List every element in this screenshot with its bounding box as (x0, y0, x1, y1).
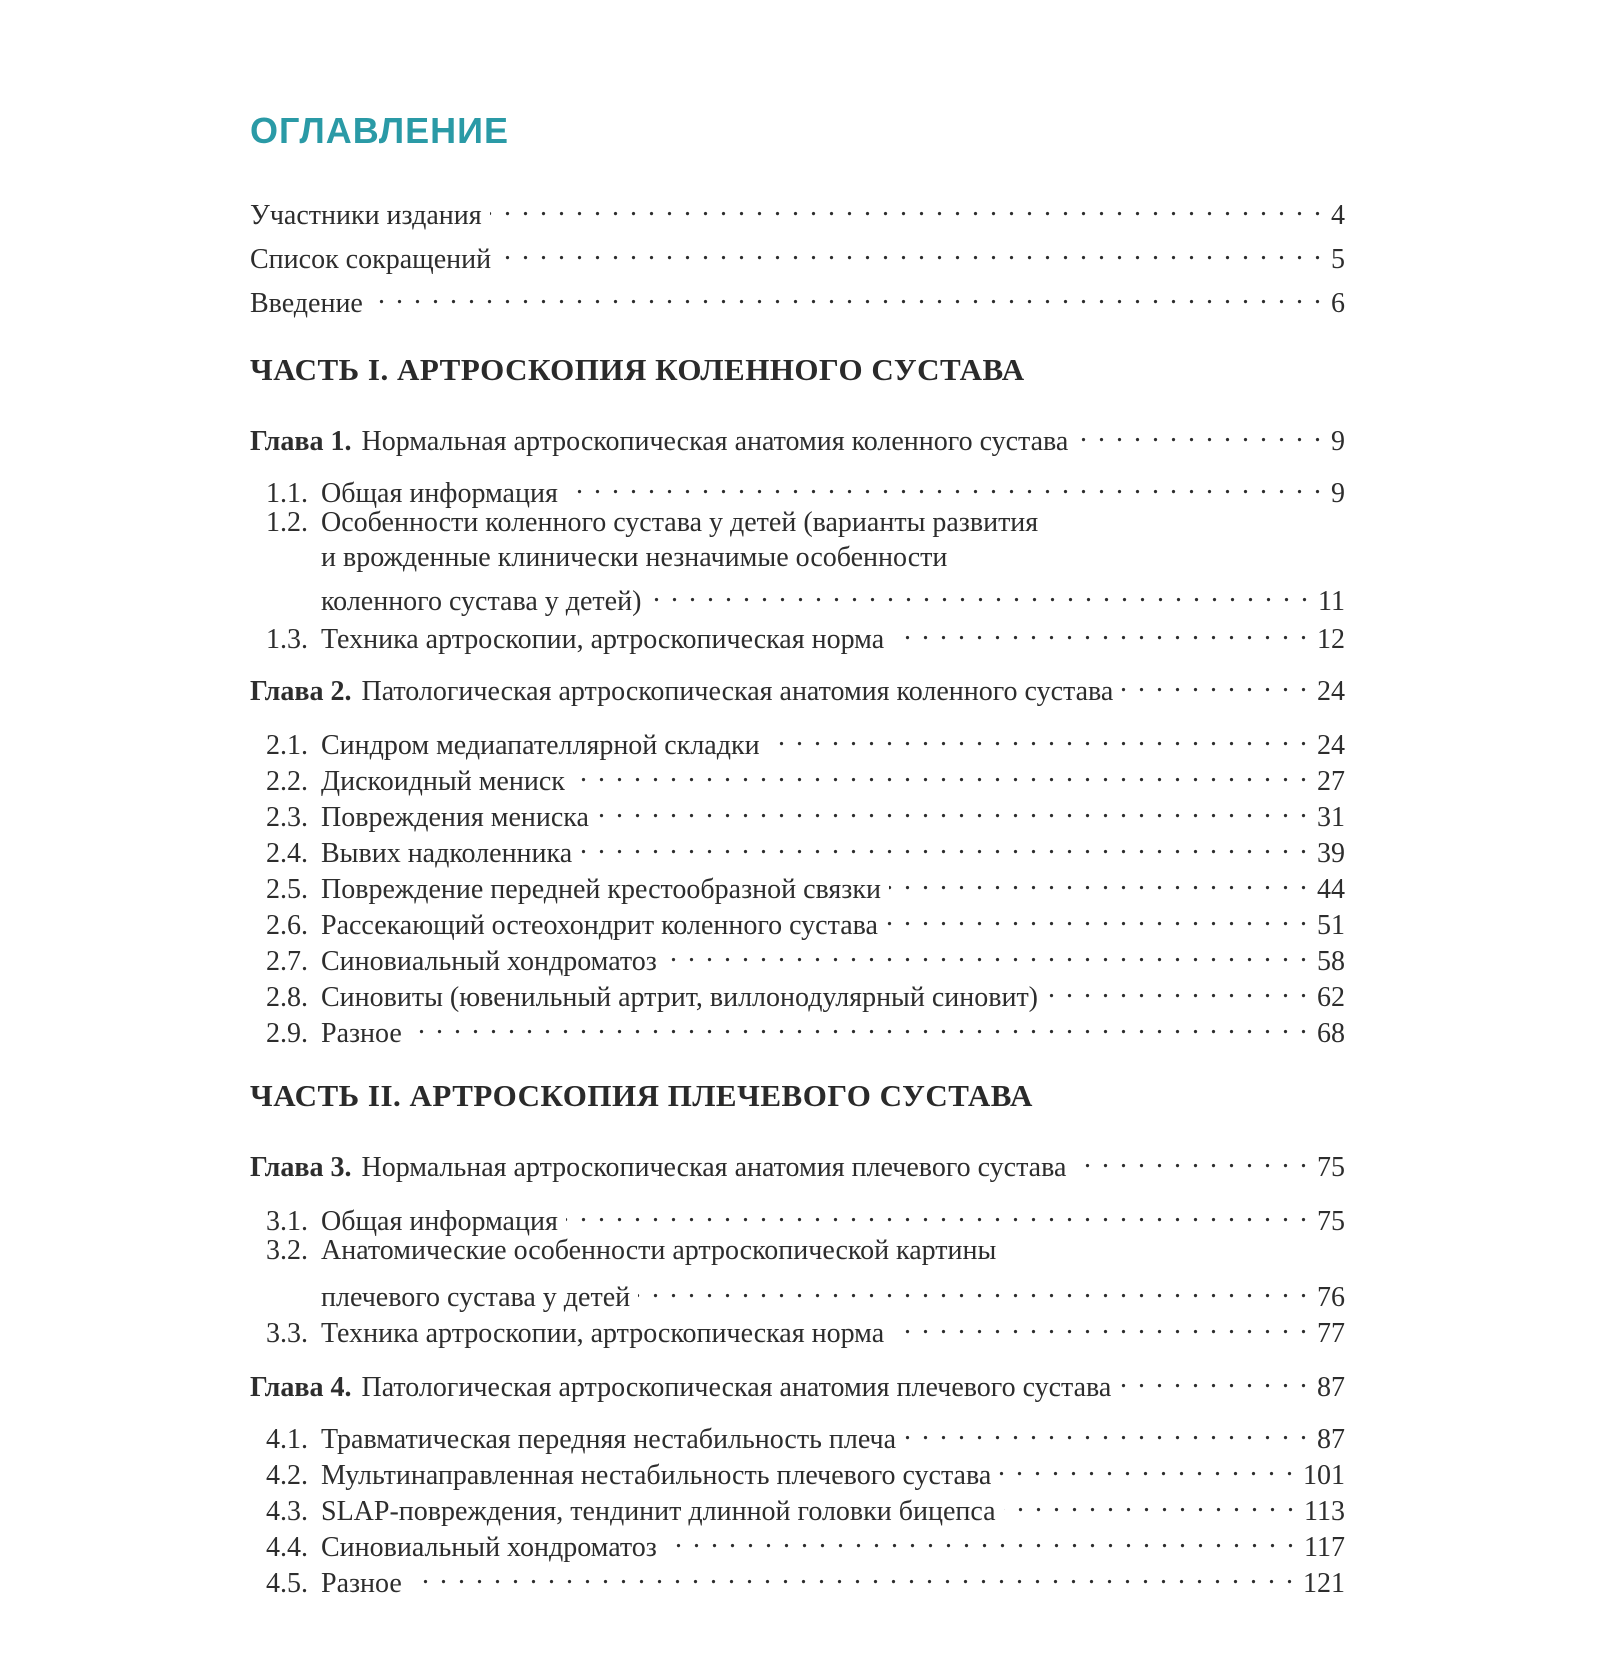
chapter-label: Глава 1. (250, 426, 352, 457)
section-number: 4.1. (266, 1424, 308, 1455)
page-number: 77 (1317, 1318, 1345, 1349)
dot-leader (904, 1414, 1309, 1448)
dot-leader (1121, 666, 1309, 700)
dot-leader (892, 1308, 1309, 1342)
section-title: Особенности коленного сустава у детей (варианты развития (321, 507, 1039, 538)
chapter-title: Нормальная артроскопическая анатомия плечевого сустава (361, 1152, 1067, 1183)
toc-chapter[interactable] (250, 666, 1345, 709)
section-title: Синовиты (ювенильный артрит, виллонодулярный синовит) (321, 982, 1039, 1013)
section-title: Синдром медиапателлярной складки (321, 730, 760, 761)
page-number: 24 (1317, 676, 1345, 707)
section-number: 2.2. (266, 766, 308, 797)
section-number: 2.4. (266, 838, 308, 869)
dot-leader (649, 576, 1310, 610)
section-title: Общая информация (321, 478, 558, 509)
section-title: Рассекающий остеохондрит коленного сустава (321, 910, 878, 941)
dot-leader (1046, 972, 1309, 1006)
section-title: Травматическая передняя нестабильность плеча (321, 1424, 897, 1455)
chapter-title: Патологическая артроскопическая анатомия коленного сустава (361, 676, 1114, 707)
section-title-continued: плечевого сустава у детей (321, 1282, 631, 1313)
dot-leader (410, 1558, 1295, 1592)
toc-section-continued[interactable] (250, 576, 1345, 619)
section-title: Разное (321, 1568, 402, 1599)
section-title: Повреждения мениска (321, 802, 589, 833)
page-number: 27 (1317, 766, 1345, 797)
section-number: 3.1. (266, 1206, 308, 1237)
page-number: 24 (1317, 730, 1345, 761)
page-number: 113 (1304, 1496, 1345, 1527)
page-number: 44 (1317, 874, 1345, 905)
page-number: 121 (1303, 1568, 1345, 1599)
section-number: 2.8. (266, 982, 308, 1013)
dot-leader (410, 1008, 1309, 1042)
dot-leader (490, 190, 1323, 224)
dot-leader (1074, 1142, 1309, 1176)
section-title: Повреждение передней крестообразной связки (321, 874, 881, 905)
page-number: 12 (1317, 624, 1345, 655)
section-title: Синовиальный хондроматоз (321, 946, 657, 977)
section-title: Мультинаправленная нестабильность плечевого сустава (321, 1460, 992, 1491)
toc-chapter[interactable] (250, 1142, 1345, 1185)
toc-section[interactable] (250, 468, 1345, 511)
page-number: 87 (1317, 1372, 1345, 1403)
section-number: 2.9. (266, 1018, 308, 1049)
entry-label: Список сокращений (250, 244, 492, 275)
toc-chapter[interactable] (250, 416, 1345, 459)
toc-section[interactable] (250, 1008, 1345, 1051)
section-title: Вывих надколенника (321, 838, 573, 869)
dot-leader (573, 756, 1309, 790)
entry-label: Участники издания (250, 200, 482, 231)
section-number: 4.5. (266, 1568, 308, 1599)
page-number: 31 (1317, 802, 1345, 833)
page-number: 68 (1317, 1018, 1345, 1049)
dot-leader (886, 900, 1309, 934)
section-number: 1.1. (266, 478, 308, 509)
part-title[interactable]: ЧАСТЬ I. АРТРОСКОПИЯ КОЛЕННОГО СУСТАВА (250, 352, 1025, 387)
dot-leader (1004, 1486, 1296, 1520)
dot-leader (892, 614, 1309, 648)
section-title: Анатомические особенности артроскопической картины (321, 1235, 997, 1266)
dot-leader (889, 864, 1309, 898)
section-number: 2.5. (266, 874, 308, 905)
toc-entry-introduction[interactable] (250, 278, 1345, 321)
section-title: SLAP-повреждения, тендинит длинной головки бицепса (321, 1496, 996, 1527)
page-number: 51 (1317, 910, 1345, 941)
section-number: 1.3. (266, 624, 308, 655)
section-title: Разное (321, 1018, 402, 1049)
page-number: 9 (1331, 478, 1345, 509)
section-title: Дискоидный мениск (321, 766, 565, 797)
page-number: 58 (1317, 946, 1345, 977)
entry-label: Введение (250, 288, 363, 319)
section-number: 4.3. (266, 1496, 308, 1527)
page-number: 39 (1317, 838, 1345, 869)
page-number: 62 (1317, 982, 1345, 1013)
dot-leader (580, 828, 1309, 862)
page-number: 11 (1318, 586, 1345, 617)
chapter-title: Нормальная артроскопическая анатомия коленного сустава (361, 426, 1069, 457)
section-title: Техника артроскопии, артроскопическая норма (321, 624, 885, 655)
dot-leader (768, 720, 1309, 754)
section-number: 4.4. (266, 1532, 308, 1563)
section-number: 3.3. (266, 1318, 308, 1349)
dot-leader (371, 278, 1323, 312)
chapter-title: Патологическая артроскопическая анатомия плечевого сустава (361, 1372, 1112, 1403)
chapter-label: Глава 3. (250, 1152, 352, 1183)
page-number: 101 (1303, 1460, 1345, 1491)
dot-leader (566, 468, 1323, 502)
toc-section[interactable] (250, 1196, 1345, 1239)
dot-leader (665, 936, 1309, 970)
section-number: 2.3. (266, 802, 308, 833)
dot-leader (665, 1522, 1296, 1556)
page-number: 75 (1317, 1206, 1345, 1237)
page-number: 9 (1331, 426, 1345, 457)
section-number: 4.2. (266, 1460, 308, 1491)
toc-section[interactable] (250, 1308, 1345, 1351)
section-number: 2.1. (266, 730, 308, 761)
toc-section[interactable] (250, 506, 1345, 540)
toc-entry-contributors[interactable] (250, 190, 1345, 233)
dot-leader (1119, 1362, 1309, 1396)
chapter-label: Глава 2. (250, 676, 352, 707)
page-number: 4 (1331, 200, 1345, 231)
part-title[interactable]: ЧАСТЬ II. АРТРОСКОПИЯ ПЛЕЧЕВОГО СУСТАВА (250, 1078, 1033, 1113)
section-title-continued: коленного сустава у детей) (321, 586, 642, 617)
dot-leader (1076, 416, 1323, 450)
toc-section[interactable] (250, 1234, 1345, 1268)
section-number: 3.2. (266, 1235, 308, 1266)
page-number: 6 (1331, 288, 1345, 319)
section-title: Общая информация (321, 1206, 558, 1237)
page-number: 117 (1304, 1532, 1345, 1563)
section-number: 1.2. (266, 507, 308, 538)
dot-leader (999, 1450, 1295, 1484)
dot-leader (499, 234, 1323, 268)
toc-section[interactable] (250, 614, 1345, 657)
page-number: 5 (1331, 244, 1345, 275)
page-number: 75 (1317, 1152, 1345, 1183)
toc-section[interactable] (250, 1558, 1345, 1601)
toc-chapter[interactable] (250, 1362, 1345, 1405)
section-title-continued: и врожденные клинически незначимые особенности (321, 542, 948, 573)
section-number: 2.7. (266, 946, 308, 977)
page-number: 87 (1317, 1424, 1345, 1455)
dot-leader (566, 1196, 1309, 1230)
toc-title: ОГЛАВЛЕНИЕ (250, 110, 510, 151)
chapter-label: Глава 4. (250, 1372, 352, 1403)
dot-leader (597, 792, 1309, 826)
section-title: Синовиальный хондроматоз (321, 1532, 657, 1563)
section-number: 2.6. (266, 910, 308, 941)
section-title: Техника артроскопии, артроскопическая норма (321, 1318, 885, 1349)
dot-leader (638, 1272, 1309, 1306)
toc-entry-abbreviations[interactable] (250, 234, 1345, 277)
page-number: 76 (1317, 1282, 1345, 1313)
